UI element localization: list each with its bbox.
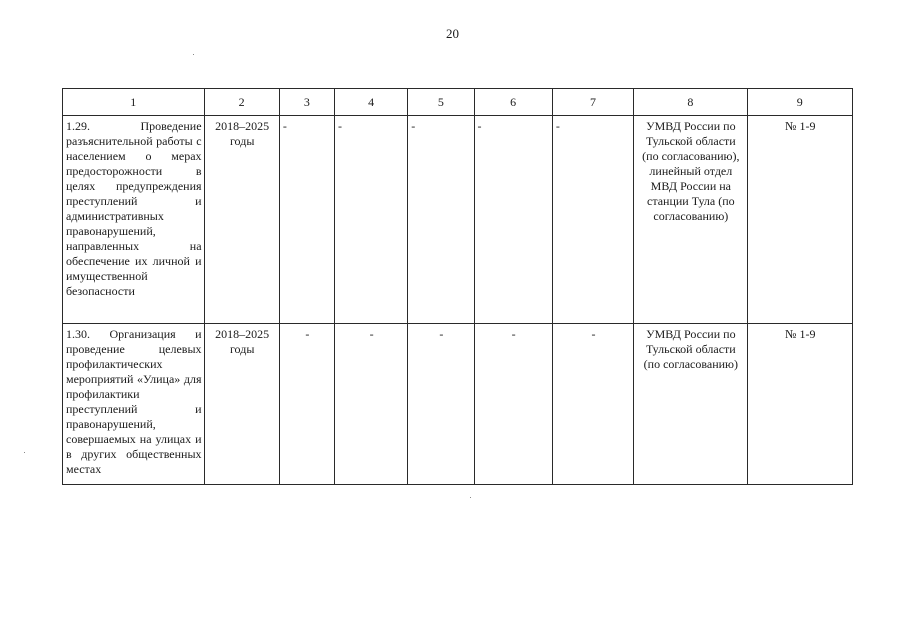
table-header-row bbox=[63, 89, 853, 116]
period-unit: годы bbox=[229, 342, 255, 356]
column-header-4: 4 bbox=[335, 89, 408, 116]
column-header-8: 8 bbox=[634, 89, 747, 116]
task-cell: 1.30. Организация и проведение целевых профилактических мероприятий «Улица» для профилактики преступлений и правонарушений, совершаемых на улицах и в других общественных местах bbox=[63, 324, 205, 485]
table-row bbox=[63, 324, 853, 485]
value-cell-3: - bbox=[279, 324, 334, 485]
value-cell-4: - bbox=[335, 324, 408, 485]
period-cell bbox=[204, 116, 279, 324]
value-cell-6: - bbox=[474, 116, 552, 324]
value-cell-4: - bbox=[335, 116, 408, 324]
value-cell-7: - bbox=[552, 116, 633, 324]
column-header-3: 3 bbox=[279, 89, 334, 116]
scan-speck bbox=[193, 54, 194, 55]
executor-cell: УМВД России по Тульской области (по согласованию) bbox=[634, 324, 747, 485]
indicator-cell: № 1-9 bbox=[747, 324, 852, 485]
scan-speck bbox=[470, 497, 471, 498]
page-number: 20 bbox=[446, 26, 459, 41]
period-years: 2018–2025 bbox=[215, 327, 270, 341]
value-cell-6: - bbox=[474, 324, 552, 485]
value-cell-5: - bbox=[408, 324, 474, 485]
column-header-5: 5 bbox=[408, 89, 474, 116]
table-row bbox=[63, 116, 853, 324]
column-header-1: 1 bbox=[63, 89, 205, 116]
period-cell bbox=[204, 324, 279, 485]
executor-cell: УМВД России по Тульской области (по согласованию), линейный отдел МВД России на станции Тула (по согласованию) bbox=[634, 116, 747, 324]
value-cell-5: - bbox=[408, 116, 474, 324]
task-cell: 1.29. Проведение разъяснительной работы с населением о мерах предосторожности в целях предупреждения преступлений и административных правонарушений, направленных на обеспечение их личной и имущественной безопасности bbox=[63, 116, 205, 324]
column-header-6: 6 bbox=[474, 89, 552, 116]
period-years: 2018–2025 bbox=[215, 119, 270, 133]
indicator-cell: № 1-9 bbox=[747, 116, 852, 324]
column-header-9: 9 bbox=[747, 89, 852, 116]
period-unit: годы bbox=[229, 134, 255, 148]
scan-speck bbox=[24, 452, 25, 453]
value-cell-7: - bbox=[552, 324, 633, 485]
column-header-2: 2 bbox=[204, 89, 279, 116]
value-cell-3: - bbox=[279, 116, 334, 324]
plan-table bbox=[62, 88, 853, 485]
column-header-7: 7 bbox=[552, 89, 633, 116]
